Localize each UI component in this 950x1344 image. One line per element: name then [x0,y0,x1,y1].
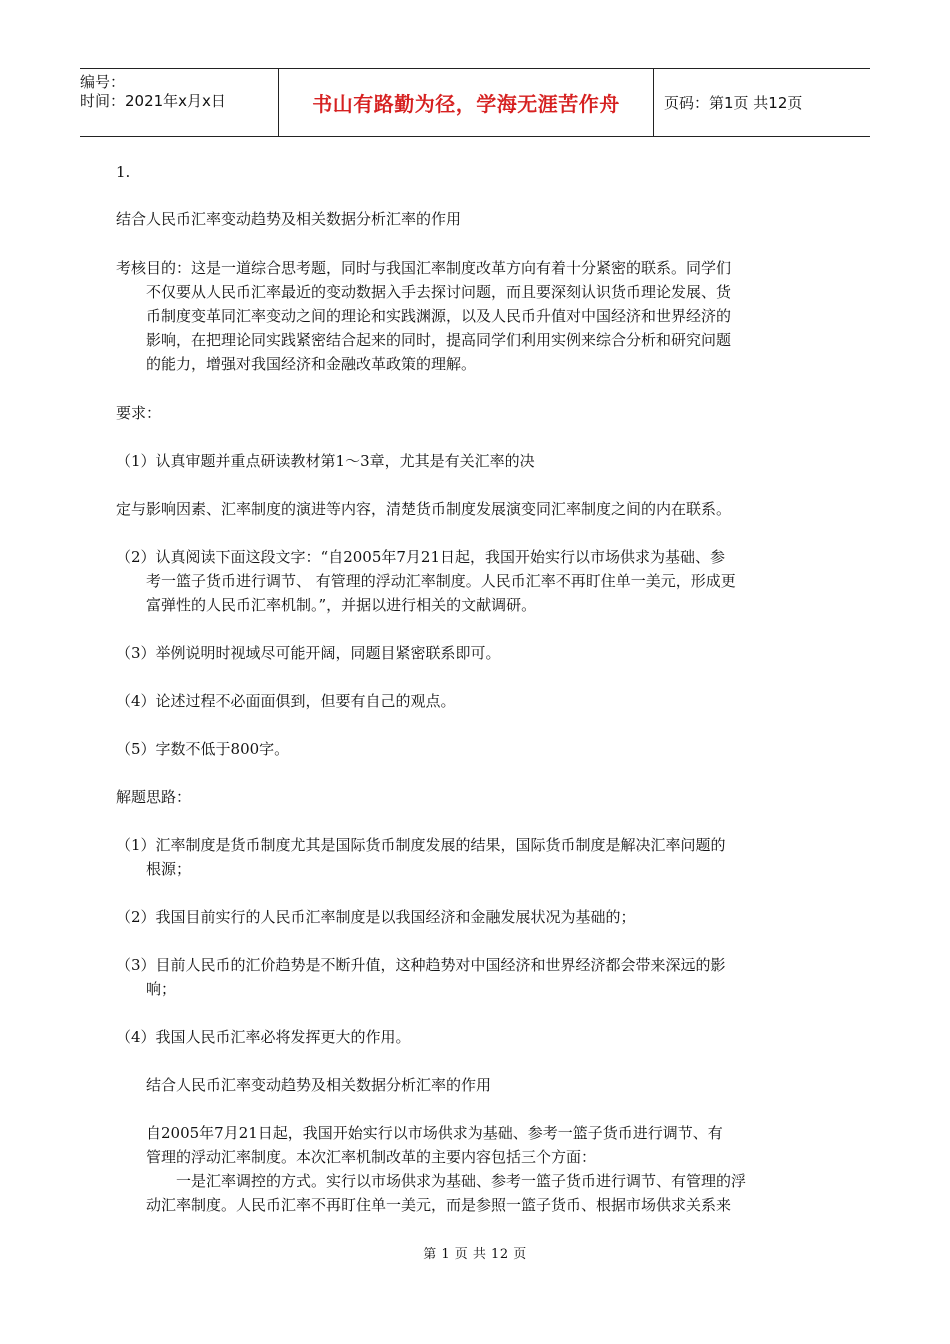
requirement-1-line-2: 定与影响因素、汇率制度的演进等内容，清楚货币制度发展演变同汇率制度之间的内在联系。 [116,500,732,518]
essay-line: 管理的浮动汇率制度。本次汇率机制改革的主要内容包括三个方面： [146,1148,597,1166]
essay-title: 结合人民币汇率变动趋势及相关数据分析汇率的作用 [146,1076,492,1094]
purpose-line: 的能力，增强对我国经济和金融改革政策的理解。 [146,355,477,373]
approach-3-line: （3）目前人民币的汇价趋势是不断升值，这种趋势对中国经济和世界经济都会带来深远的影 [116,956,726,974]
time-label: 时间：2021年x月x日 [80,92,226,110]
requirement-3: （3）举例说明时视域尽可能开阔，同题目紧密联系即可。 [116,644,501,662]
essay-line: 一是汇率调控的方式。实行以市场供求为基础、参考一篮子货币进行调节、有管理的浮 [176,1172,747,1190]
header-page-info: 页码：第1页 共12页 [664,94,803,112]
requirement-1-line-1: （1）认真审题并重点研读教材第1～3章，尤其是有关汇率的决 [116,452,535,470]
item-number: 1. [116,163,131,181]
approach-3-line: 响； [146,980,177,998]
approach-heading: 解题思路： [116,788,192,806]
requirements-heading: 要求： [116,404,162,422]
purpose-line: 考核目的：这是一道综合思考题，同时与我国汇率制度改革方向有着十分紧密的联系。同学们 [116,259,732,277]
essay-line: 自2005年7月21日起，我国开始实行以市场供求为基础、参考一篮子货币进行调节、有 [146,1124,723,1142]
approach-4: （4）我国人民币汇率必将发挥更大的作用。 [116,1028,411,1046]
approach-1-line: 根源； [146,860,192,878]
header-meta [80,69,278,136]
number-label: 编号： [80,73,126,91]
page-footer: 第 1 页 共 12 页 [423,1247,527,1262]
essay-line: 动汇率制度。人民币汇率不再盯住单一美元，而是参照一篮子货币、根据市场供求关系来 [146,1196,732,1214]
question-title: 结合人民币汇率变动趋势及相关数据分析汇率的作用 [116,210,462,228]
purpose-line: 币制度变革同汇率变动之间的理论和实践渊源，以及人民币升值对中国经济和世界经济的 [146,307,732,325]
requirement-4: （4）论述过程不必面面俱到，但要有自己的观点。 [116,692,456,710]
purpose-line: 影响，在把理论同实践紧密结合起来的同时，提高同学们利用实例来综合分析和研究问题 [146,331,732,349]
approach-1-line: （1）汇率制度是货币制度尤其是国际货币制度发展的结果，国际货币制度是解决汇率问题的 [116,836,726,854]
requirement-2-line: 富弹性的人民币汇率机制。”，并据以进行相关的文献调研。 [146,596,537,614]
page-header [80,68,870,137]
purpose-line: 不仅要从人民币汇率最近的变动数据入手去探讨问题，而且要深刻认识货币理论发展、货 [146,283,732,301]
requirement-2-line: （2）认真阅读下面这段文字：“自2005年7月21日起，我国开始实行以市场供求为基础、参 [116,548,726,566]
requirement-2-line: 考一篮子货币进行调节、 有管理的浮动汇率制度。人民币汇率不再盯住单一美元，形成更 [146,572,736,590]
requirement-5: （5）字数不低于800字。 [116,740,290,758]
header-motto: 书山有路勤为径，学海无涯苦作舟 [278,69,654,136]
approach-2: （2）我国目前实行的人民币汇率制度是以我国经济和金融发展状况为基础的； [116,908,636,926]
